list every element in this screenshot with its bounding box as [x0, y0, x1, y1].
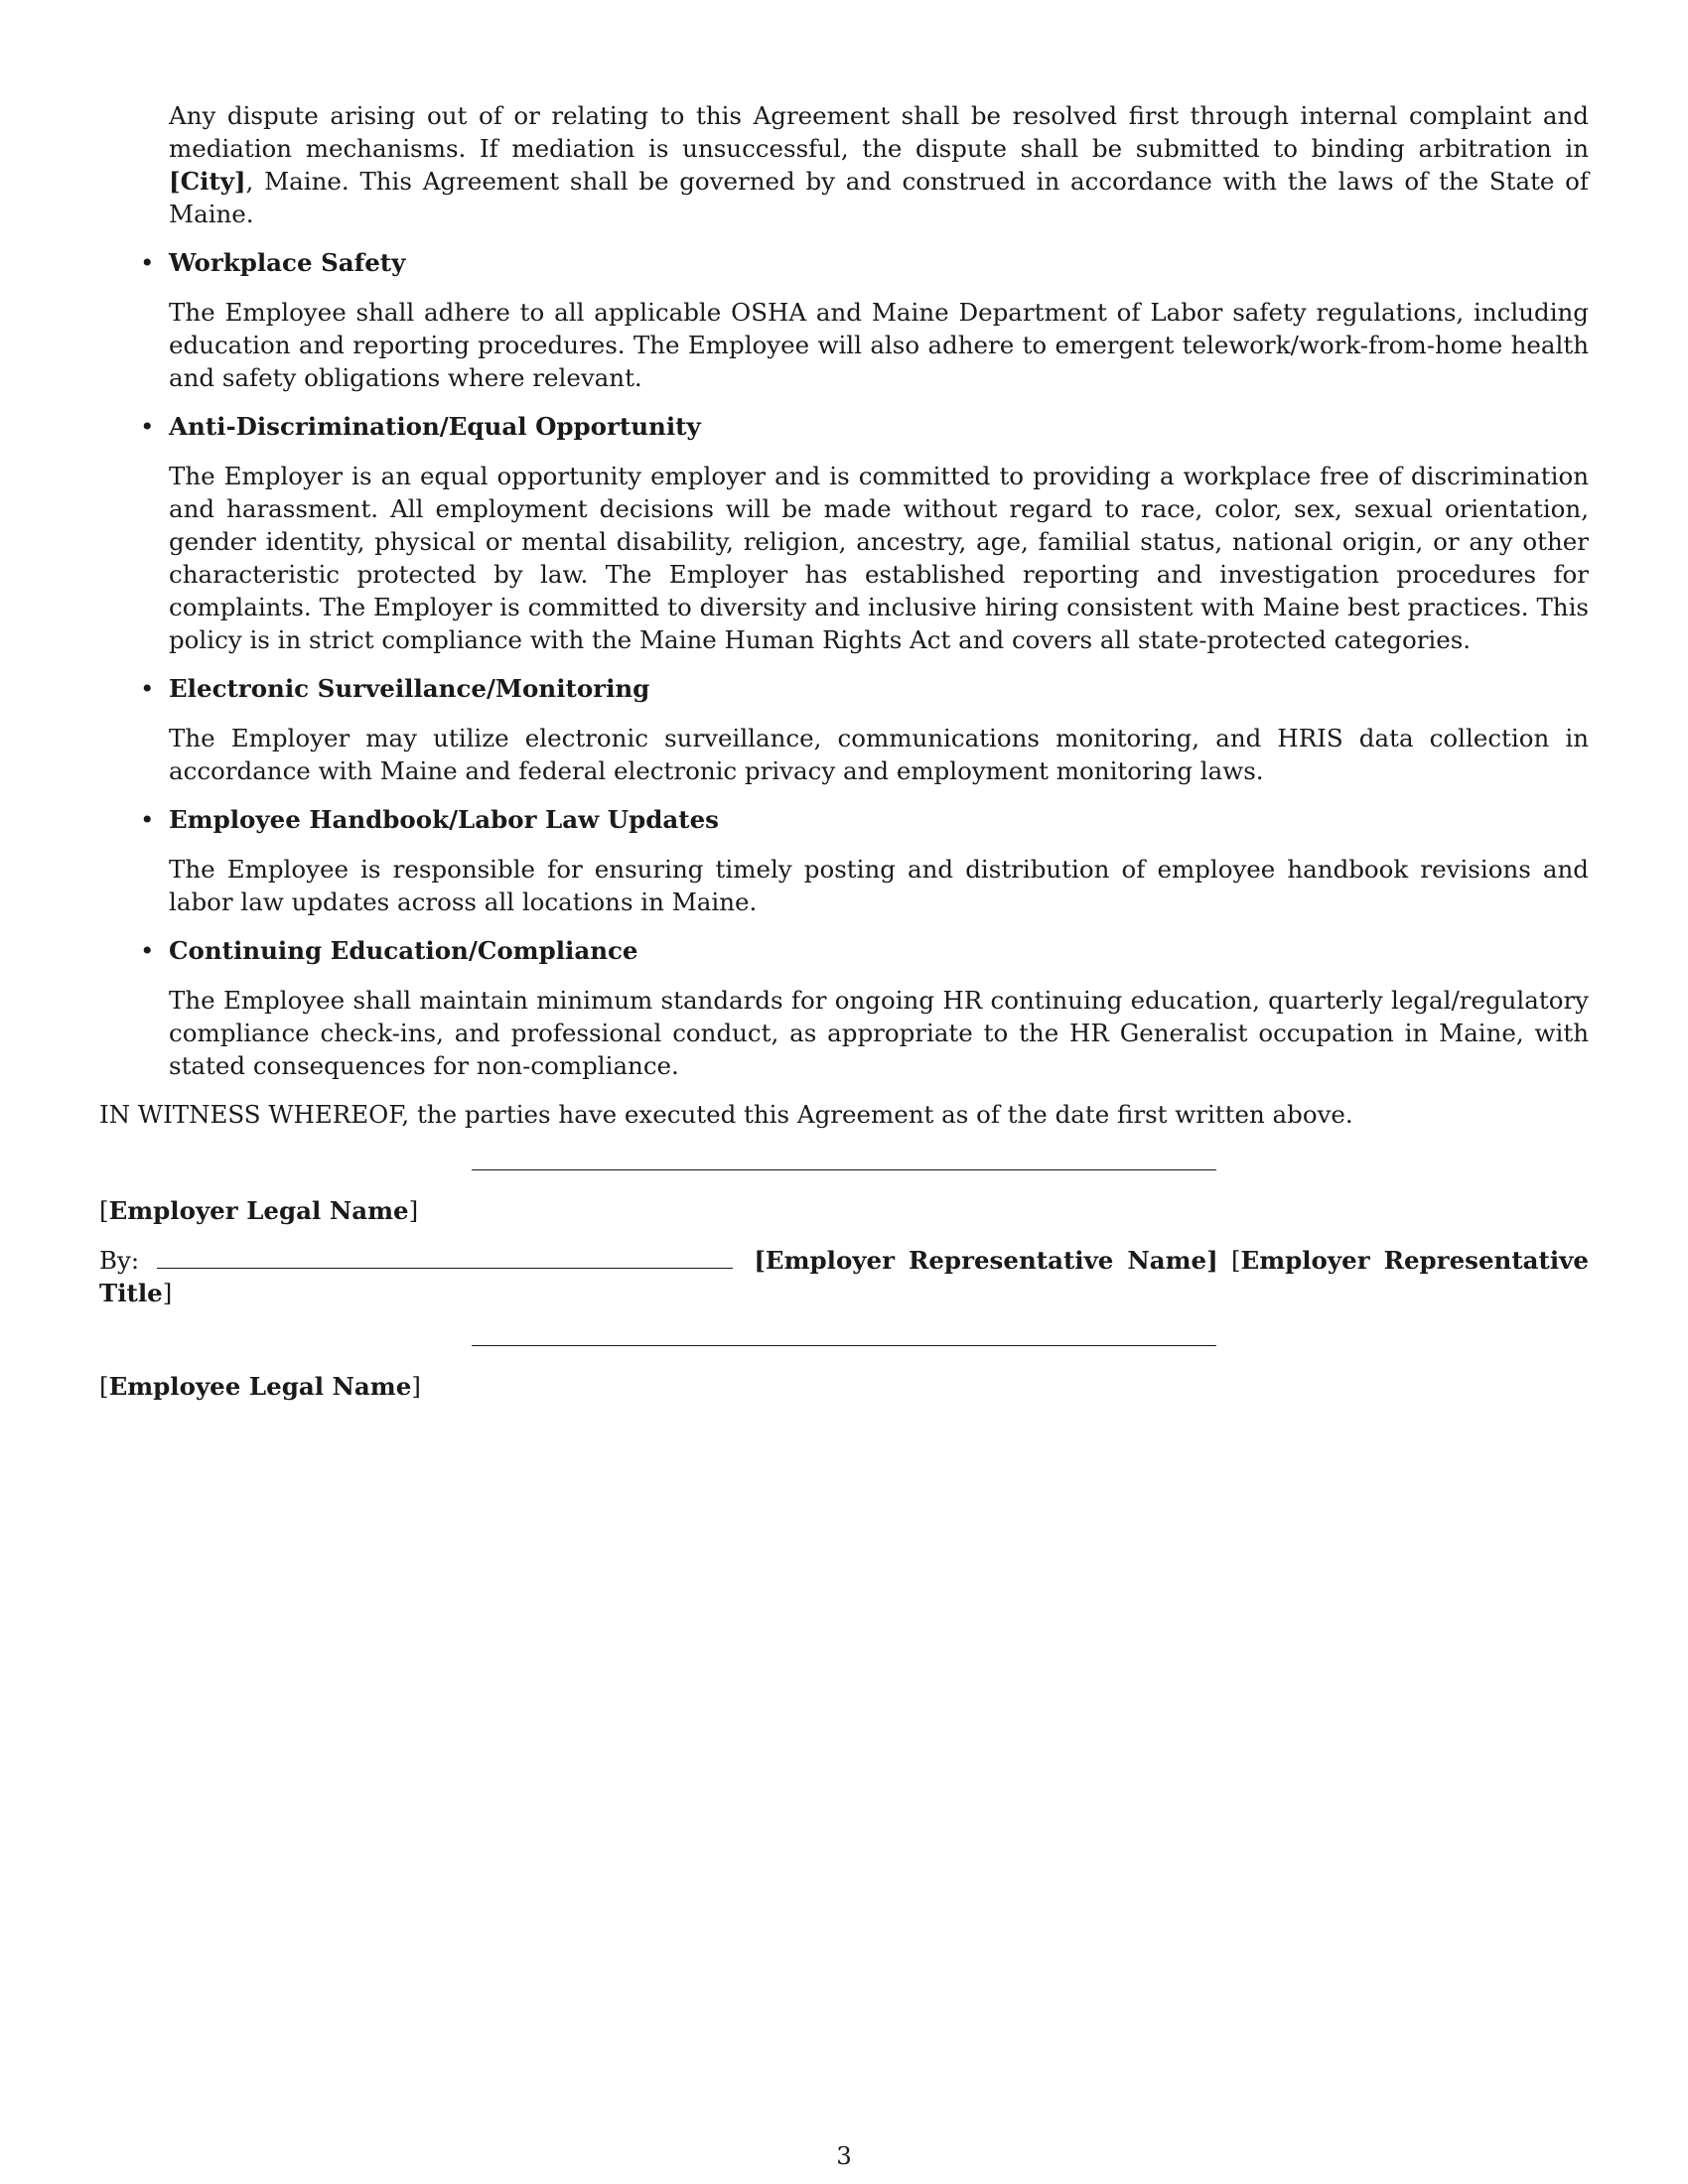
employee-legal-name	[99, 1370, 1589, 1403]
section-body: The Employer may utilize electronic surveillance, communications monitoring, and HRIS data collection in accordance with Maine and federal electronic privacy and employment monitoring laws.	[169, 724, 1589, 785]
employee-signature-line	[472, 1345, 1216, 1346]
bullet-icon: •	[140, 412, 155, 441]
close-bracket: ]	[408, 1196, 419, 1225]
city-placeholder: [City]	[169, 167, 246, 196]
section-heading	[140, 410, 1589, 443]
sections-list	[99, 246, 1589, 1082]
section-heading-text: Anti-Discrimination/Equal Opportunity	[169, 412, 701, 441]
bullet-icon: •	[140, 674, 155, 703]
dispute-text-after: , Maine. This Agreement shall be governed by and construed in accordance with the laws of the State of Maine.	[169, 167, 1589, 228]
section-body: The Employee shall maintain minimum standards for ongoing HR continuing education, quarterly legal/regulatory compliance check-ins, and professional conduct, as appropriate to the HR Generalist occupation in Maine, with stated consequences for non-compliance.	[169, 986, 1589, 1080]
dispute-resolution-paragraph	[169, 99, 1589, 230]
employee-name-placeholder: Employee Legal Name	[108, 1372, 412, 1401]
employer-legal-name	[99, 1194, 1589, 1227]
open-bracket: [	[99, 1196, 109, 1225]
representative-title-part-1: Employer Representative	[1240, 1246, 1589, 1275]
dispute-text-before: Any dispute arising out of or relating to this Agreement shall be resolved first through internal complaint and mediation mechanisms. If mediation is unsuccessful, the dispute shall be submitted to binding arbitration in	[169, 101, 1589, 163]
employer-name-placeholder: Employer Legal Name	[108, 1196, 409, 1225]
by-label: By:	[99, 1246, 140, 1275]
section-heading	[140, 803, 1589, 836]
section-heading-text: Employee Handbook/Labor Law Updates	[169, 805, 719, 834]
section-anti-discrimination	[99, 410, 1589, 656]
witness-statement: IN WITNESS WHEREOF, the parties have executed this Agreement as of the date first written above.	[99, 1100, 1353, 1129]
section-workplace-safety	[99, 246, 1589, 394]
representative-title-part-2: Title	[99, 1279, 163, 1307]
section-heading-text: Continuing Education/Compliance	[169, 936, 638, 965]
page-number: 3	[836, 2141, 852, 2170]
section-heading-text: Workplace Safety	[169, 248, 406, 277]
section-continuing-education	[99, 934, 1589, 1082]
close-bracket: ]	[411, 1372, 421, 1401]
open-bracket: [	[99, 1372, 109, 1401]
rep-title-close-bracket: ]	[162, 1279, 173, 1307]
section-electronic-surveillance	[99, 672, 1589, 787]
section-handbook-updates	[99, 803, 1589, 918]
bullet-icon: •	[140, 805, 155, 834]
section-body: The Employer is an equal opportunity employer and is committed to providing a workplace free of discrimination and harassment. All employment decisions will be made without regard to race, color, sex, sexual orientation, gender identity, physical or mental disability, religion, ancestry, age, familial status, national origin, or any other characteristic protected by law. The Employer has established reporting and investigation procedures for complaints. The Employer is committed to diversity and inclusive hiring consistent with Maine best practices. This policy is in strict compliance with the Maine Human Rights Act and covers all state-protected categories.	[169, 462, 1589, 654]
page-content	[99, 99, 1589, 1403]
section-heading	[140, 672, 1589, 705]
employer-signature-line	[472, 1169, 1216, 1170]
rep-title-open-bracket: [	[1230, 1246, 1241, 1275]
section-heading	[140, 934, 1589, 967]
section-body: The Employee shall adhere to all applicable OSHA and Maine Department of Labor safety regulations, including education and reporting procedures. The Employee will also adhere to emergent telework/work-from-home health and safety obligations where relevant.	[169, 298, 1589, 392]
section-heading-text: Electronic Surveillance/Monitoring	[169, 674, 650, 703]
bullet-icon: •	[140, 248, 155, 277]
section-body: The Employee is responsible for ensuring timely posting and distribution of employee handbook revisions and labor law updates across all locations in Maine.	[169, 855, 1589, 916]
representative-signature-blank	[157, 1242, 733, 1269]
employer-representative-line	[99, 1242, 1589, 1309]
bullet-icon: •	[140, 936, 155, 965]
section-heading	[140, 246, 1589, 279]
representative-name-placeholder: [Employer Representative Name]	[754, 1246, 1218, 1275]
